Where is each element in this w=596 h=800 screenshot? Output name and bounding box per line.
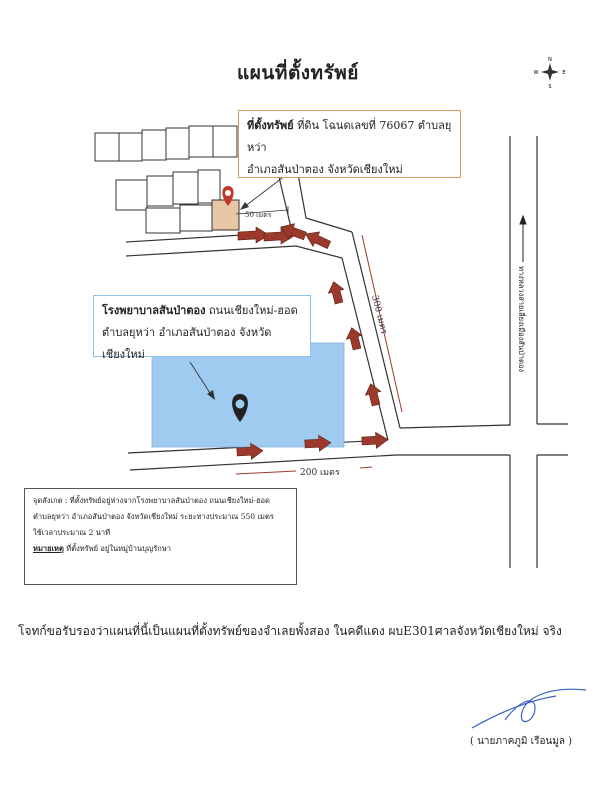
- signer-name: ( นายภาคภูมิ เรือนมูล ): [470, 736, 573, 747]
- page-title: แผนที่ตั้งทรัพย์: [237, 62, 359, 84]
- property-callout: [238, 110, 461, 178]
- distance-300-label: 300 เมตร: [369, 294, 389, 336]
- property-plot: [212, 200, 239, 230]
- compass-e: E: [562, 70, 566, 76]
- note-line-2: ตำบลยุหว่า อำเภอสันป่าตอง จังหวัดเชียงใหม่ ระยะทางประมาณ 550 เมตร: [33, 512, 274, 521]
- certification-statement: โจทก์ขอรับรองว่าแผนที่นี้เป็นแผนที่ตั้งทรัพย์ของจำเลยพั้งสอง ในคดีแดง ผบE301ศาลจังหวัดเชียงใหม่ จริง: [18, 624, 562, 638]
- route-arrow: [326, 280, 347, 305]
- route-arrow: [363, 382, 384, 407]
- note-remark-label: หมายเหตุ: [33, 544, 64, 553]
- landmark-note: [24, 488, 297, 585]
- property-address: อำเภอสันป่าตอง จังหวัดเชียงใหม่: [247, 163, 403, 176]
- hospital-label: โรงพยาบาลสันป่าตอง: [102, 304, 206, 317]
- hospital-road: ถนนเชียงใหม่-ฮอด: [205, 304, 298, 317]
- hospital-address: ตำบลยุหว่า อำเภอสันป่าตอง จังหวัดเชียงใหม่: [102, 326, 272, 361]
- property-pointer-head: [240, 202, 249, 210]
- property-deed: ที่ดิน โฉนดเลขที่ 76067 ตำบลยุหว่า: [247, 119, 452, 154]
- signature-icon: [472, 689, 586, 728]
- distance-50-label: 50 เมตร: [245, 211, 272, 219]
- house-blocks: [95, 126, 239, 233]
- note-line-1: จุดสังเกต : ที่ตั้งทรัพย์อยู่ห่างจากโรงพยาบาลสันป่าตอง ถนนเชียงใหม่-ฮอด: [33, 496, 270, 505]
- route-arrow: [344, 326, 365, 351]
- route-arrow: [362, 432, 389, 449]
- compass-icon: [534, 57, 566, 90]
- distance-200-label: 200 เมตร: [300, 468, 340, 478]
- bypass-road-label: ทางหลวงสายเลี่ยงเมืองสันป่าตอง: [517, 266, 526, 373]
- compass-s: S: [548, 84, 552, 90]
- compass-w: W: [533, 70, 539, 76]
- bypass-road-arrow: [520, 216, 526, 262]
- hospital-callout: [93, 295, 311, 361]
- note-line-3: ใช้เวลาประมาณ 2 นาที: [33, 528, 111, 537]
- note-remark: ที่ตั้งทรัพย์ อยู่ในหมู่บ้านบุญรักษา: [63, 544, 171, 553]
- compass-n: N: [548, 57, 552, 63]
- property-label: ที่ตั้งทรัพย์: [247, 119, 294, 132]
